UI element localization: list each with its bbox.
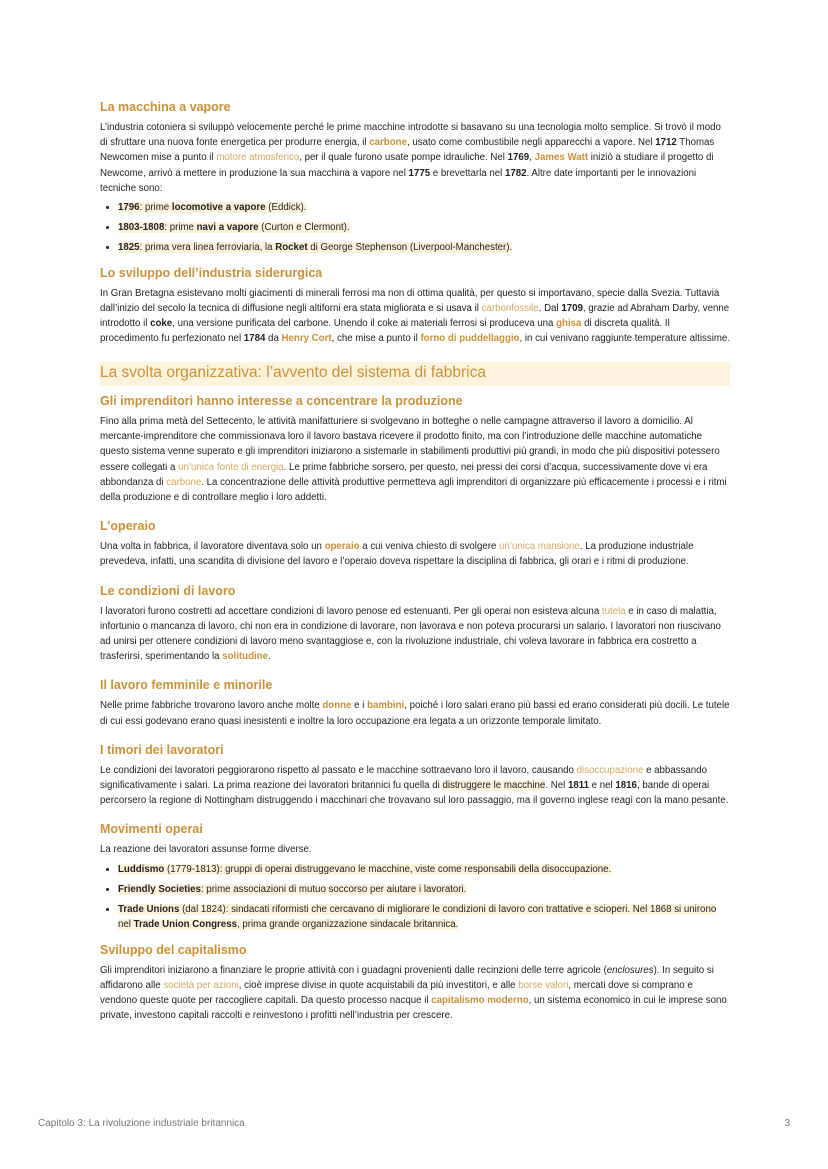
text: : prima vera linea ferroviaria, la	[139, 242, 276, 254]
term-solitudine: solitudine	[222, 651, 268, 663]
text: di discreta qualità. Il procedimento fu perfezionato nel	[100, 318, 670, 345]
text: e nel	[588, 780, 616, 792]
text: .	[267, 651, 271, 663]
text: (Curton e Clermont).	[258, 222, 350, 234]
heading-operaio: L’operaio	[100, 519, 156, 534]
text: Gli imprenditori iniziarono a finanziare le proprie attività con i guadagni provenienti dalle recinzioni delle terre agricole (	[100, 964, 607, 976]
term-forno-di-puddellaggio: forno di puddellaggio	[420, 333, 520, 345]
name-james-watt: James Watt	[534, 152, 589, 164]
text: , una versione purificata del carbone. Unendo il coke ai materiali ferrosi si produceva una	[172, 318, 557, 330]
date-1769: 1769	[507, 152, 530, 164]
heading-timori: I timori dei lavoratori	[100, 742, 224, 757]
term-operaio: operaio	[324, 541, 360, 553]
text: , in cui venivano raggiunte temperature altissime.	[519, 333, 731, 345]
paragraph-operaio	[100, 539, 730, 569]
footer-chapter-title: Capitolo 3: La rivoluzione industriale britannica	[38, 1118, 245, 1129]
paragraph-condizioni	[100, 604, 730, 665]
term-unica-fonte-di-energia: un’unica fonte di energia	[178, 461, 284, 473]
text: , mercati dove si comprano e vendono queste quote per raccogliere capitali. Da questo processo nacque il	[100, 979, 693, 1006]
text: : prime	[164, 222, 197, 234]
text: ,	[529, 152, 535, 164]
text: (dal 1824): sindacati riformisti che cercavano di migliorare le condizioni di lavoro con trattative e scioperi. Nel 1868 si unirono nel	[118, 904, 717, 931]
text: da	[265, 333, 282, 345]
text: , un sistema economico in cui le imprese sono private, investono capitali raccolti e reinvestono i profitti nell’industria per crescere.	[100, 994, 727, 1022]
date-1816: 1816	[615, 780, 637, 792]
list-item	[118, 882, 730, 897]
text: iniziò a studiare il progetto di Newcome, arrivò a mettere in produzione la sua macchina a vapore nel	[100, 152, 714, 179]
term-tutela: tutela	[601, 605, 626, 617]
term-trade-unions: Trade Unions	[118, 904, 180, 916]
text: In Gran Bretagna esistevano molti giacimenti di minerali ferrosi ma non di ottima qualità, per questo si importavano, specie dalla Svezia. Tuttavia dall’inizio del secolo la tecnica di diffusione negli altiforni era stata migliorata e si usava il	[100, 287, 720, 314]
section-title: La svolta organizzativa: l’avvento del sistema di fabbrica	[100, 362, 730, 386]
text: , prima grande organizzazione sindacale britannica.	[236, 919, 459, 931]
text: e i	[351, 700, 368, 712]
paragraph-macchina-a-vapore	[100, 120, 730, 196]
list-movimenti	[100, 862, 730, 933]
text: e brevettarla nel	[430, 167, 505, 179]
text: di George Stephenson (Liverpool-Manchester).	[307, 242, 513, 254]
page-number: 3	[784, 1118, 790, 1129]
term: locomotive a vapore	[171, 202, 266, 214]
heading-siderurgica: Lo sviluppo dell’industria siderurgica	[100, 265, 323, 280]
text: . Altre date importanti per le innovazioni tecniche sono:	[100, 167, 697, 194]
heading-macchina-a-vapore: La macchina a vapore	[100, 100, 231, 114]
text: Una volta in fabbrica, il lavoratore diventava solo un	[100, 541, 325, 553]
list-item	[118, 902, 730, 932]
text: : prime associazioni di mutuo soccorso per aiutare i lavoratori.	[200, 883, 467, 895]
paragraph-capitalismo	[100, 963, 730, 1024]
term: navi a vapore	[196, 222, 259, 234]
text: a cui veniva chiesto di svolgere	[359, 541, 500, 553]
text: , poiché i loro salari erano più bassi ed erano considerati più docili. Le tutele di cui essi godevano erano quasi inesistenti e inoltre la loro occupazione era legata a un orizzonte temporale limitato.	[100, 700, 730, 727]
term-borse-valori: borse valori	[518, 979, 569, 991]
term-friendly-societies: Friendly Societies	[118, 883, 201, 895]
text: , grazie ad Abraham Darby, venne introdotto il	[100, 302, 730, 330]
text: Fino alla prima metà del Settecento, le attività manifatturiere si svolgevano in botteghe o nelle campagne attraverso il lavoro a domicilio. Al mercante-imprenditore che commissionava loro il lavoro bastava ricevere il prodotto finito, ma con l’introduzione delle macchine automatiche questo sistema venne superato e gli imprenditori iniziarono a sistemarle in stabilimenti produttivi più grandi, in modo che più dispositivi potessero essere collegati a	[100, 416, 720, 473]
term-luddismo: Luddismo	[118, 863, 165, 875]
text: Nelle prime fabbriche trovarono lavoro anche molte	[100, 700, 323, 712]
text: e in caso di malattia, infortunio o mancanza di lavoro, chi non era in condizione di lavorare, non lavorava e non poteva procurarsi un salario. I lavoratori non riuscivano ad unirsi per ottenere condizioni di lavoro meno svantaggiose e, con la rivoluzione industriale, chi voleva lavorare in fabbrica era costretto a trasferirsi, sperimentando la	[100, 605, 721, 663]
text: Thomas Newcomen mise a punto il	[100, 137, 715, 164]
paragraph-siderurgica	[100, 286, 730, 347]
term-societa-per-azioni: società per azioni	[163, 979, 239, 991]
date: 1803-1808	[118, 222, 165, 234]
text: . Le prime fabbriche sorsero, per questo, nei pressi dei corsi d’acqua, successivamente dove vi era abbondanza di	[100, 461, 708, 488]
text: L’industria cotoniera si sviluppò velocemente perché le prime macchine introdotte si basavano su una tecnologia molto semplice. Si trovò il modo di sfruttare una nuova fonte energetica per produrre energia, il	[100, 122, 721, 149]
page-content	[100, 96, 730, 1023]
heading-lavoro-femminile: Il lavoro femminile e minorile	[100, 678, 273, 693]
term-donne: donne	[322, 700, 352, 712]
text: , che mise a punto il	[331, 333, 421, 345]
date-1712: 1712	[655, 137, 677, 149]
list-item	[118, 240, 730, 255]
text: I lavoratori furono costretti ad accettare condizioni di lavoro penose ed estenuanti. Per gli operai non esisteva alcuna	[100, 605, 602, 617]
date-1782: 1782	[504, 167, 527, 179]
heading-condizioni: Le condizioni di lavoro	[100, 583, 236, 598]
term-motore-atmosferico: motore atmosferico	[216, 152, 300, 164]
heading-imprenditori: Gli imprenditori hanno interesse a concentrare la produzione	[100, 394, 463, 409]
paragraph-timori	[100, 763, 730, 809]
text: . La concentrazione delle attività produttive permetteva agli imprenditori di organizzare più efficacemente i processi e i ritmi della produzione e di controllare meglio i loro addetti.	[100, 476, 727, 504]
term: Rocket	[275, 242, 308, 254]
term-unica-mansione: un’unica mansione	[499, 541, 580, 553]
list-item	[118, 220, 730, 235]
list-innovazioni	[100, 200, 730, 256]
heading-movimenti-operai: Movimenti operai	[100, 822, 203, 837]
text: . La produzione industriale prevedeva, infatti, una scandita di divisione del lavoro e l’operaio doveva rispettare la disciplina di fabbrica, gli orari e i ritmi di produzione.	[100, 541, 694, 568]
text: . Dal	[538, 302, 562, 314]
date-1775: 1775	[408, 167, 431, 179]
term-enclosures: enclosures	[606, 964, 654, 976]
page-footer	[38, 1118, 790, 1129]
text: e abbassando significativamente i salari. La prima reazione dei lavoratori britannici fu quella di	[100, 764, 707, 792]
date-1709: 1709	[561, 302, 583, 314]
text: Le condizioni dei lavoratori peggiorarono rispetto al passato e le macchine sottraevano loro il lavoro, causando	[100, 764, 577, 776]
term-ghisa: ghisa	[556, 318, 582, 330]
date: 1796	[118, 202, 140, 214]
text: (1779-1813): gruppi di operai distruggevano le macchine, viste come responsabili della disoccupazione.	[164, 863, 612, 875]
term-bambini: bambini	[367, 700, 405, 712]
date-1811: 1811	[567, 780, 589, 792]
paragraph-movimenti-operai: La reazione dei lavoratori assunse forme diverse.	[100, 844, 312, 856]
text: , usato come combustibile negli apparecchi a vapore. Nel	[406, 137, 656, 149]
term-capitalismo-moderno: capitalismo moderno	[431, 994, 529, 1006]
date: 1825	[118, 242, 140, 254]
heading-capitalismo: Sviluppo del capitalismo	[100, 942, 247, 957]
term-trade-union-congress: Trade Union Congress	[133, 919, 237, 931]
list-item	[118, 200, 730, 215]
paragraph-lavoro-femminile	[100, 698, 730, 728]
term-coke: coke	[150, 318, 173, 330]
list-item	[118, 862, 730, 877]
term-carbone: carbone	[369, 137, 407, 149]
term-disoccupazione: disoccupazione	[576, 764, 644, 776]
term-distruggere-le-macchine: distruggere le macchine	[442, 780, 546, 792]
text: : prime	[139, 202, 172, 214]
paragraph-imprenditori	[100, 414, 730, 505]
date-1784: 1784	[243, 333, 266, 345]
text: , cioè imprese divise in quote acquistabili da più investitori, e alle	[238, 979, 519, 991]
name-henry-cort: Henry Cort	[281, 333, 332, 345]
term-carbone: carbone	[166, 476, 202, 488]
text: . Nel	[545, 780, 568, 792]
text: , bande di operai percorsero la regione di Nottingham distruggendo i macchinari che trovavano sul loro passaggio, ma il governo inglese reagì con la mano pesante.	[100, 780, 729, 807]
text: ). In seguito si affidarono alle	[100, 964, 714, 991]
text: (Eddick).	[265, 202, 307, 214]
term-carbonfossile: carbonfossile	[481, 302, 539, 314]
text: , per il quale furono usate pompe idrauliche. Nel	[299, 152, 508, 164]
